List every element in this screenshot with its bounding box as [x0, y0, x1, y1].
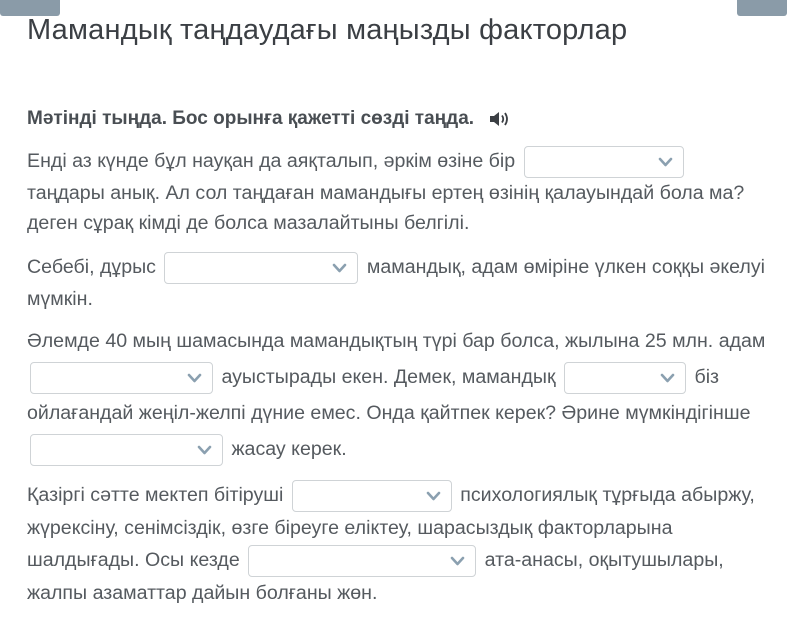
- paragraph-2: [27, 252, 777, 314]
- paragraph-4-text-3: ата-анасы, оқытушылары, жалпы азаматтар дайын болғаны жөн.: [27, 548, 724, 604]
- answer-dropdown-6[interactable]: [292, 480, 452, 512]
- answer-dropdown-7[interactable]: [248, 545, 476, 577]
- paragraph-1-text-1: Енді аз күнде бұл науқан да аяқталып, әркім өзіне бір: [27, 150, 516, 173]
- paragraph-3-text-2: ауыстырады екен. Демек, мамандық: [221, 366, 556, 388]
- speaker-icon[interactable]: [488, 109, 512, 129]
- page-title: Мамандық таңдаудағы маңызды факторлар: [27, 14, 628, 46]
- chevron-down-icon: [197, 443, 212, 457]
- chevron-down-icon: [332, 261, 347, 275]
- chevron-down-icon: [450, 554, 465, 568]
- paragraph-3-text-1: Әлемде 40 мың шамасында мамандықтың түрі бар болса, жылына 25 млн. адам: [27, 330, 766, 352]
- paragraph-4-text-2: психологиялық тұрғыда абыржу, жүрексіну, сенімсіздік, өзге біреуге еліктеу, шарасыздық факторларына шалдығады. Осы кезде: [27, 484, 755, 571]
- chevron-down-icon: [426, 489, 441, 503]
- chevron-down-icon: [660, 371, 675, 385]
- answer-dropdown-2[interactable]: [164, 252, 358, 284]
- chevron-down-icon: [187, 371, 202, 385]
- answer-dropdown-3[interactable]: [30, 362, 213, 394]
- paragraph-4-text-1: Қазіргі сәтте мектеп бітіруші: [27, 484, 284, 506]
- instruction-text: Мәтінді тыңда. Бос орынға қажетті сөзді таңда.: [27, 108, 475, 129]
- answer-dropdown-4[interactable]: [564, 362, 686, 394]
- paragraph-2-text-1: Себебі, дұрыс: [27, 256, 156, 279]
- top-right-bar[interactable]: [737, 0, 787, 16]
- paragraph-2-text-2: мамандық, адам өміріне үлкен соққы әкелуі мүмкін.: [27, 256, 765, 310]
- paragraph-4: [27, 479, 777, 609]
- paragraph-3-text-3: біз ойлағандай жеңіл-желпі дүние емес. Онда қайтпек керек? Әрине мүмкіндігінше: [27, 366, 751, 424]
- chevron-down-icon: [658, 155, 673, 169]
- answer-dropdown-5[interactable]: [30, 434, 223, 466]
- answer-dropdown-1[interactable]: [524, 146, 684, 178]
- paragraph-1: [27, 146, 777, 238]
- instruction-row: [27, 108, 512, 130]
- paragraph-1-text-2: таңдары анық. Ал сол таңдаған мамандығы ертең өзінің қалауындай бола ма? деген сұрақ кімді де болса мазалайтыны белгілі.: [27, 182, 745, 234]
- paragraph-3-text-4: жасау керек.: [231, 438, 347, 460]
- paragraph-3: [27, 323, 777, 467]
